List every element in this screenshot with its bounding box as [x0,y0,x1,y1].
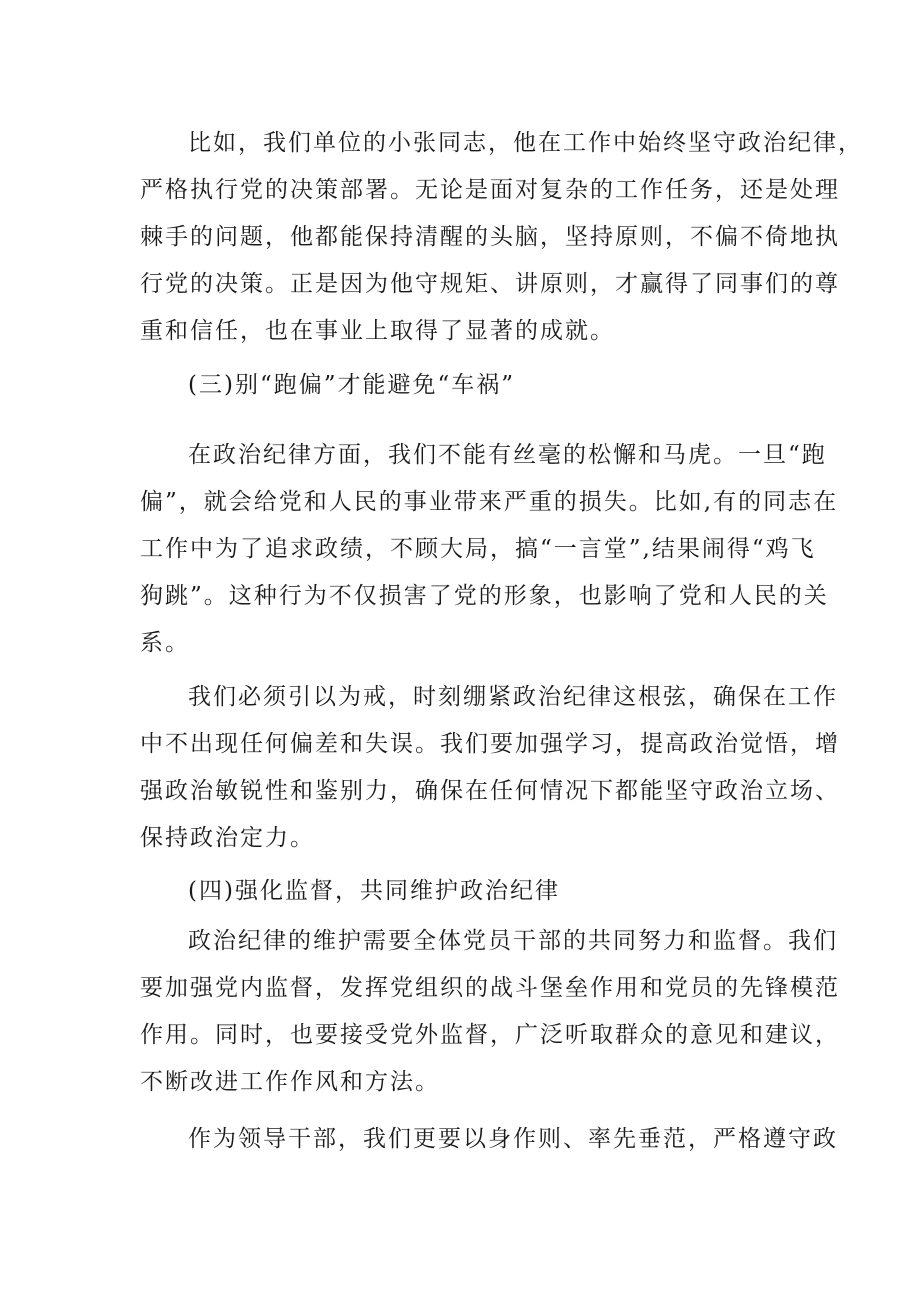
text-line: 行党的决策。正是因为他守规矩、讲原则，才赢得了同事们的尊 [140,271,840,297]
text-line: 中不出现任何偏差和失误。我们要加强学习，提高政治觉悟，增 [140,731,840,757]
text-line: 严格执行党的决策部署。无论是面对复杂的工作任务，还是处理 [140,177,840,203]
text-line: 工作中为了追求政绩，不顾大局，搞“一言堂”,结果闹得“鸡飞 [140,536,816,562]
section-heading: (三)别“跑偏”才能避免“车祸” [188,372,515,398]
text-line: 狗跳”。这种行为不仅损害了党的形象，也影响了党和人民的关 [140,583,829,609]
text-line: 作用。同时，也要接受党外监督，广泛听取群众的意见和建议， [140,1022,840,1048]
text-line: 棘手的问题，他都能保持清醒的头脑，坚持原则，不偏不倚地执 [140,224,840,250]
text-line: 要加强党内监督，发挥党组织的战斗堡垒作用和党员的先锋模范 [140,975,840,1001]
text-line: 不断改进工作作风和方法。 [140,1069,440,1095]
text-line: 强政治敏锐性和鉴别力，确保在任何情况下都能坚守政治立场、 [140,778,840,804]
text-line: 重和信任，也在事业上取得了显著的成就。 [140,318,615,344]
text-line: 在政治纪律方面，我们不能有丝毫的松懈和马虎。一旦“跑 [188,442,827,468]
text-line: 我们必须引以为戒，时刻绷紧政治纪律这根弦，确保在工作 [188,684,838,710]
text-line: 保持政治定力。 [140,825,315,851]
text-line: 作为领导干部，我们更要以身作则、率先垂范，严格遵守政 [188,1126,838,1152]
text-line: 政治纪律的维护需要全体党员干部的共同努力和监督。我们 [188,928,838,954]
text-line: 系。 [140,630,190,656]
text-line: 比如，我们单位的小张同志，他在工作中始终坚守政治纪律， [188,130,863,156]
section-heading: (四)强化监督，共同维护政治纪律 [188,878,560,904]
text-line: 偏”，就会给党和人民的事业带来严重的损失。比如,有的同志在 [140,489,839,515]
